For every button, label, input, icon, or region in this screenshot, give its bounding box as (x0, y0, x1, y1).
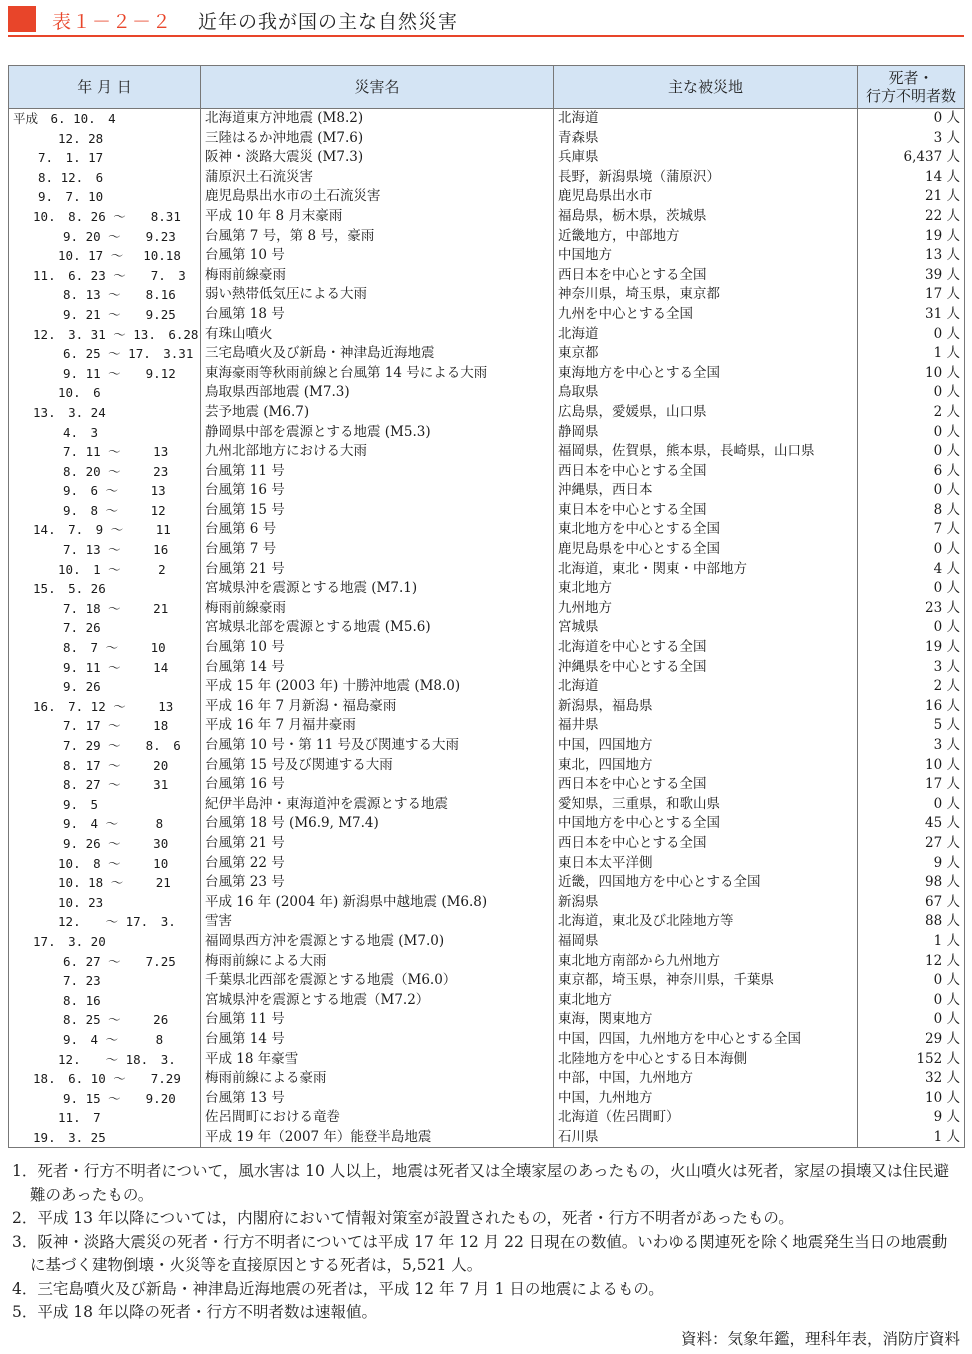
disaster-name-cell: 阪神・淡路大震災 (M7.3) (201, 148, 554, 168)
date-cell: 6. 27 ～ 7.25 (9, 952, 201, 972)
table-row (9, 285, 965, 305)
casualties-cell: 10 人 (858, 756, 965, 776)
disaster-name-cell: 台風第 10 号 (201, 246, 554, 266)
affected-area-cell: 沖縄県，西日本 (554, 481, 858, 501)
disaster-name-cell: 台風第 7 号，第 8 号，豪雨 (201, 227, 554, 247)
disaster-name-cell: 九州北部地方における大雨 (201, 442, 554, 462)
table-row (9, 756, 965, 776)
date-cell: 7. 13 ～ 16 (9, 540, 201, 560)
affected-area-cell: 静岡県 (554, 423, 858, 443)
date-cell: 7. 17 ～ 18 (9, 716, 201, 736)
date-cell: 8. 16 (9, 991, 201, 1011)
casualties-cell: 14 人 (858, 168, 965, 188)
date-cell: 9. 5 (9, 795, 201, 815)
disaster-name-cell: 宮城県沖を震源とする地震 (M7.1) (201, 579, 554, 599)
affected-area-cell: 福岡県 (554, 932, 858, 952)
casualties-cell: 2 人 (858, 677, 965, 697)
affected-area-cell: 北海道 (554, 109, 858, 129)
date-cell: 17. 3. 20 (9, 932, 201, 952)
casualties-cell: 67 人 (858, 893, 965, 913)
casualties-cell: 98 人 (858, 873, 965, 893)
col-header-date: 年 月 日 (9, 66, 201, 109)
table-row (9, 501, 965, 521)
casualties-cell: 0 人 (858, 383, 965, 403)
affected-area-cell: 東日本太平洋側 (554, 854, 858, 874)
casualties-cell: 12 人 (858, 952, 965, 972)
affected-area-cell: 兵庫県 (554, 148, 858, 168)
table-row (9, 736, 965, 756)
disaster-name-cell: 梅雨前線による大雨 (201, 952, 554, 972)
col-header-disaster: 災害名 (201, 66, 554, 109)
affected-area-cell: 西日本を中心とする全国 (554, 775, 858, 795)
disaster-name-cell: 台風第 21 号 (201, 560, 554, 580)
date-cell: 9. 7. 10 (9, 187, 201, 207)
table-row (9, 814, 965, 834)
date-cell: 平成 6. 10. 4 (9, 109, 201, 129)
col-header-casualties-line1: 死者・ (888, 69, 934, 87)
casualties-cell: 9 人 (858, 1108, 965, 1128)
casualties-cell: 0 人 (858, 481, 965, 501)
affected-area-cell: 広島県，愛媛県，山口県 (554, 403, 858, 423)
casualties-cell: 16 人 (858, 697, 965, 717)
affected-area-cell: 近畿地方，中部地方 (554, 227, 858, 247)
table-row (9, 462, 965, 482)
table-header-row (9, 66, 965, 109)
casualties-cell: 13 人 (858, 246, 965, 266)
affected-area-cell: 東海地方を中心とする全国 (554, 364, 858, 384)
casualties-cell: 0 人 (858, 423, 965, 443)
affected-area-cell: 石川県 (554, 1128, 858, 1148)
date-cell: 8. 27 ～ 31 (9, 775, 201, 795)
note-1: 1．死者・行方不明者について，風水害は 10 人以上，地震は死者又は全壊家屋のあったもの，火山噴火は死者，家屋の損壊又は住民避難のあったもの。 (12, 1162, 950, 1204)
table-row (9, 187, 965, 207)
table-row (9, 638, 965, 658)
casualties-cell: 31 人 (858, 305, 965, 325)
casualties-cell: 5 人 (858, 716, 965, 736)
disaster-name-cell: 台風第 10 号・第 11 号及び関連する大雨 (201, 736, 554, 756)
date-cell: 11. 7 (9, 1108, 201, 1128)
table-row (9, 697, 965, 717)
table-row (9, 579, 965, 599)
disaster-name-cell: 芸予地震 (M6.7) (201, 403, 554, 423)
affected-area-cell: 九州を中心とする全国 (554, 305, 858, 325)
date-cell: 16. 7. 12 ～ 13 (9, 697, 201, 717)
disaster-name-cell: 台風第 6 号 (201, 520, 554, 540)
disaster-name-cell: 三陸はるか沖地震 (M7.6) (201, 129, 554, 149)
affected-area-cell: 近畿，四国地方を中心とする全国 (554, 873, 858, 893)
affected-area-cell: 神奈川県，埼玉県，東京都 (554, 285, 858, 305)
affected-area-cell: 東北，四国地方 (554, 756, 858, 776)
date-cell: 8. 17 ～ 20 (9, 756, 201, 776)
table-row (9, 364, 965, 384)
date-cell: 9. 26 ～ 30 (9, 834, 201, 854)
disaster-name-cell: 三宅島噴火及び新島・神津島近海地震 (201, 344, 554, 364)
casualties-cell: 17 人 (858, 775, 965, 795)
disaster-name-cell: 宮城県沖を震源とする地震（M7.2） (201, 991, 554, 1011)
table-row (9, 129, 965, 149)
col-header-casualties-line2: 行方不明者数 (865, 87, 956, 105)
affected-area-cell: 東海，関東地方 (554, 1010, 858, 1030)
note-5: 5．平成 18 年以降の死者・行方不明者数は速報値。 (12, 1303, 377, 1321)
disaster-name-cell: 梅雨前線による豪雨 (201, 1069, 554, 1089)
casualties-cell: 3 人 (858, 658, 965, 678)
date-cell: 8. 20 ～ 23 (9, 462, 201, 482)
affected-area-cell: 東京都，埼玉県，神奈川県，千葉県 (554, 971, 858, 991)
affected-area-cell: 中国，九州地方 (554, 1089, 858, 1109)
date-cell: 8. 12. 6 (9, 168, 201, 188)
date-cell: 9. 20 ～ 9.23 (9, 227, 201, 247)
date-cell: 9. 11 ～ 9.12 (9, 364, 201, 384)
date-cell: 19. 3. 25 (9, 1128, 201, 1148)
source-credit: 資料：気象年鑑，理科年表，消防庁資料 (680, 1330, 960, 1348)
casualties-cell: 1 人 (858, 932, 965, 952)
date-cell: 8. 7 ～ 10 (9, 638, 201, 658)
casualties-cell: 22 人 (858, 207, 965, 227)
disaster-name-cell: 台風第 13 号 (201, 1089, 554, 1109)
table-row (9, 834, 965, 854)
disaster-name-cell: 台風第 22 号 (201, 854, 554, 874)
table-row (9, 520, 965, 540)
casualties-cell: 10 人 (858, 1089, 965, 1109)
table-row (9, 971, 965, 991)
table-row (9, 383, 965, 403)
disaster-name-cell: 平成 18 年豪雪 (201, 1050, 554, 1070)
disaster-name-cell: 台風第 15 号及び関連する大雨 (201, 756, 554, 776)
casualties-cell: 9 人 (858, 854, 965, 874)
affected-area-cell: 愛知県，三重県，和歌山県 (554, 795, 858, 815)
disaster-name-cell: 梅雨前線豪雨 (201, 599, 554, 619)
affected-area-cell: 北海道，東北及び北陸地方等 (554, 912, 858, 932)
casualties-cell: 3 人 (858, 129, 965, 149)
note-2: 2．平成 13 年以降については，内閣府において情報対策室が設置されたもの，死者・行方不明者があったもの。 (12, 1209, 794, 1227)
table-row (9, 305, 965, 325)
table-row (9, 932, 965, 952)
disaster-name-cell: 梅雨前線豪雨 (201, 266, 554, 286)
date-cell: 7. 1. 17 (9, 148, 201, 168)
date-cell: 9. 26 (9, 677, 201, 697)
disaster-name-cell: 佐呂間町における竜巻 (201, 1108, 554, 1128)
affected-area-cell: 北海道 (554, 325, 858, 345)
disaster-name-cell: 台風第 14 号 (201, 1030, 554, 1050)
casualties-cell: 0 人 (858, 618, 965, 638)
affected-area-cell: 新潟県，福島県 (554, 697, 858, 717)
disaster-name-cell: 宮城県北部を震源とする地震 (M5.6) (201, 618, 554, 638)
table-row (9, 795, 965, 815)
date-cell: 4. 3 (9, 423, 201, 443)
disaster-name-cell: 平成 16 年 (2004 年) 新潟県中越地震 (M6.8) (201, 893, 554, 913)
date-cell: 7. 29 ～ 8. 6 (9, 736, 201, 756)
affected-area-cell: 中国，四国地方 (554, 736, 858, 756)
table-row (9, 168, 965, 188)
affected-area-cell: 西日本を中心とする全国 (554, 834, 858, 854)
casualties-cell: 4 人 (858, 560, 965, 580)
casualties-cell: 29 人 (858, 1030, 965, 1050)
casualties-cell: 3 人 (858, 736, 965, 756)
disaster-name-cell: 台風第 18 号 (M6.9, M7.4) (201, 814, 554, 834)
disaster-name-cell: 静岡県中部を震源とする地震 (M5.3) (201, 423, 554, 443)
table-row (9, 246, 965, 266)
disaster-name-cell: 台風第 16 号 (201, 775, 554, 795)
table-row (9, 207, 965, 227)
date-cell: 10. 1 ～ 2 (9, 560, 201, 580)
date-cell: 12. 28 (9, 129, 201, 149)
casualties-cell: 8 人 (858, 501, 965, 521)
disaster-name-cell: 雪害 (201, 912, 554, 932)
date-cell: 12. ～ 18. 3. (9, 1050, 201, 1070)
disaster-name-cell: 有珠山噴火 (201, 325, 554, 345)
affected-area-cell: 北海道を中心とする全国 (554, 638, 858, 658)
table-row (9, 716, 965, 736)
casualties-cell: 6 人 (858, 462, 965, 482)
disaster-name-cell: 平成 16 年 7 月新潟・福島豪雨 (201, 697, 554, 717)
table-row (9, 873, 965, 893)
date-cell: 15. 5. 26 (9, 579, 201, 599)
table-row (9, 1128, 965, 1148)
affected-area-cell: 西日本を中心とする全国 (554, 266, 858, 286)
casualties-cell: 0 人 (858, 795, 965, 815)
header-rule (8, 35, 964, 37)
disaster-name-cell: 台風第 11 号 (201, 1010, 554, 1030)
disaster-name-cell: 台風第 14 号 (201, 658, 554, 678)
table-row (9, 618, 965, 638)
date-cell: 10. 8 ～ 10 (9, 854, 201, 874)
affected-area-cell: 東北地方 (554, 579, 858, 599)
date-cell: 9. 4 ～ 8 (9, 1030, 201, 1050)
affected-area-cell: 東日本を中心とする全国 (554, 501, 858, 521)
disaster-name-cell: 平成 16 年 7 月福井豪雨 (201, 716, 554, 736)
col-header-area: 主な被災地 (554, 66, 858, 109)
date-cell: 9. 15 ～ 9.20 (9, 1089, 201, 1109)
note-4: 4．三宅島噴火及び新島・神津島近海地震の死者は，平成 12 年 7 月 1 日の地震によるもの。 (12, 1279, 664, 1298)
disaster-name-cell: 東海豪雨等秋雨前線と台風第 14 号による大雨 (201, 364, 554, 384)
table-row (9, 1010, 965, 1030)
casualties-cell: 1 人 (858, 344, 965, 364)
table-title: 近年の我が国の主な自然災害 (198, 11, 459, 33)
casualties-cell: 0 人 (858, 540, 965, 560)
affected-area-cell: 北海道（佐呂間町） (554, 1108, 858, 1128)
casualties-cell: 0 人 (858, 991, 965, 1011)
table-row (9, 227, 965, 247)
affected-area-cell: 東北地方を中心とする全国 (554, 520, 858, 540)
date-cell: 7. 26 (9, 618, 201, 638)
date-cell: 12. 3. 31 ～ 13. 6.28 (9, 325, 201, 345)
table-row (9, 912, 965, 932)
affected-area-cell: 中国，四国，九州地方を中心とする全国 (554, 1030, 858, 1050)
date-cell: 9. 11 ～ 14 (9, 658, 201, 678)
affected-area-cell: 青森県 (554, 129, 858, 149)
disaster-name-cell: 平成 15 年 (2003 年) 十勝沖地震 (M8.0) (201, 677, 554, 697)
table-row (9, 775, 965, 795)
disaster-name-cell: 鹿児島県出水市の土石流災害 (201, 187, 554, 207)
disaster-name-cell: 台風第 11 号 (201, 462, 554, 482)
affected-area-cell: 東北地方 (554, 991, 858, 1011)
casualties-cell: 21 人 (858, 187, 965, 207)
casualties-cell: 45 人 (858, 814, 965, 834)
disaster-name-cell: 紀伊半島沖・東海道沖を震源とする地震 (201, 795, 554, 815)
casualties-cell: 17 人 (858, 285, 965, 305)
table-row (9, 893, 965, 913)
date-cell: 8. 13 ～ 8.16 (9, 285, 201, 305)
affected-area-cell: 北陸地方を中心とする日本海側 (554, 1050, 858, 1070)
affected-area-cell: 北海道，東北・関東・中部地方 (554, 560, 858, 580)
casualties-cell: 39 人 (858, 266, 965, 286)
casualties-cell: 0 人 (858, 971, 965, 991)
table-row (9, 658, 965, 678)
affected-area-cell: 福井県 (554, 716, 858, 736)
table-header (8, 4, 964, 34)
note-3: 3．阪神・淡路大震災の死者・行方不明者については平成 17 年 12 月 22 日現在の数値。いわゆる関連死を除く地震発生当日の地震動に基づく建物倒壊・火災等を直接原因とする死者は，5,521 人。 (12, 1232, 948, 1274)
table-row (9, 1050, 965, 1070)
casualties-cell: 0 人 (858, 325, 965, 345)
notes (12, 1160, 962, 1325)
disaster-name-cell: 弱い熱帯低気圧による大雨 (201, 285, 554, 305)
casualties-cell: 10 人 (858, 364, 965, 384)
table-row (9, 1030, 965, 1050)
table-row (9, 854, 965, 874)
date-cell: 7. 11 ～ 13 (9, 442, 201, 462)
table-row (9, 952, 965, 972)
disaster-table (8, 65, 965, 1148)
disaster-name-cell: 台風第 21 号 (201, 834, 554, 854)
table-row (9, 481, 965, 501)
casualties-cell: 0 人 (858, 109, 965, 129)
table-row (9, 148, 965, 168)
table-row (9, 1069, 965, 1089)
casualties-cell: 19 人 (858, 227, 965, 247)
disaster-name-cell: 鳥取県西部地震 (M7.3) (201, 383, 554, 403)
table-row (9, 540, 965, 560)
casualties-cell: 23 人 (858, 599, 965, 619)
disaster-name-cell: 台風第 15 号 (201, 501, 554, 521)
date-cell: 14. 7. 9 ～ 11 (9, 520, 201, 540)
affected-area-cell: 新潟県 (554, 893, 858, 913)
affected-area-cell: 福岡県，佐賀県，熊本県，長崎県，山口県 (554, 442, 858, 462)
table-row (9, 1108, 965, 1128)
date-cell: 10. 17 ～ 10.18 (9, 246, 201, 266)
date-cell: 9. 21 ～ 9.25 (9, 305, 201, 325)
affected-area-cell: 九州地方 (554, 599, 858, 619)
casualties-cell: 0 人 (858, 442, 965, 462)
affected-area-cell: 中部，中国，九州地方 (554, 1069, 858, 1089)
casualties-cell: 7 人 (858, 520, 965, 540)
date-cell: 6. 25 ～ 17. 3.31 (9, 344, 201, 364)
casualties-cell: 6,437 人 (858, 148, 965, 168)
affected-area-cell: 沖縄県を中心とする全国 (554, 658, 858, 678)
date-cell: 8. 25 ～ 26 (9, 1010, 201, 1030)
casualties-cell: 2 人 (858, 403, 965, 423)
disaster-name-cell: 平成 19 年（2007 年）能登半島地震 (201, 1128, 554, 1148)
disaster-name-cell: 北海道東方沖地震 (M8.2) (201, 109, 554, 129)
table-body (9, 109, 965, 1148)
affected-area-cell: 東北地方南部から九州地方 (554, 952, 858, 972)
casualties-cell: 0 人 (858, 579, 965, 599)
table-row (9, 403, 965, 423)
affected-area-cell: 鹿児島県を中心とする全国 (554, 540, 858, 560)
affected-area-cell: 東京都 (554, 344, 858, 364)
table-row (9, 266, 965, 286)
date-cell: 7. 18 ～ 21 (9, 599, 201, 619)
date-cell: 10. 18 ～ 21 (9, 873, 201, 893)
affected-area-cell: 中国地方 (554, 246, 858, 266)
date-cell: 10. 6 (9, 383, 201, 403)
disaster-name-cell: 蒲原沢土石流災害 (201, 168, 554, 188)
affected-area-cell: 宮城県 (554, 618, 858, 638)
affected-area-cell: 西日本を中心とする全国 (554, 462, 858, 482)
disaster-name-cell: 千葉県北西部を震源とする地震（M6.0） (201, 971, 554, 991)
disaster-name-cell: 台風第 18 号 (201, 305, 554, 325)
table-row (9, 1089, 965, 1109)
disaster-name-cell: 平成 10 年 8 月末豪雨 (201, 207, 554, 227)
table-row (9, 599, 965, 619)
table-row (9, 344, 965, 364)
date-cell: 12. ～ 17. 3. (9, 912, 201, 932)
disaster-name-cell: 福岡県西方沖を震源とする地震 (M7.0) (201, 932, 554, 952)
casualties-cell: 19 人 (858, 638, 965, 658)
disaster-name-cell: 台風第 7 号 (201, 540, 554, 560)
date-cell: 7. 23 (9, 971, 201, 991)
disaster-name-cell: 台風第 23 号 (201, 873, 554, 893)
table-row (9, 109, 965, 129)
casualties-cell: 152 人 (858, 1050, 965, 1070)
date-cell: 10. 23 (9, 893, 201, 913)
date-cell: 13. 3. 24 (9, 403, 201, 423)
section-marker (8, 6, 36, 32)
affected-area-cell: 鹿児島県出水市 (554, 187, 858, 207)
affected-area-cell: 北海道 (554, 677, 858, 697)
affected-area-cell: 中国地方を中心とする全国 (554, 814, 858, 834)
affected-area-cell: 鳥取県 (554, 383, 858, 403)
table-row (9, 423, 965, 443)
table-row (9, 991, 965, 1011)
casualties-cell: 1 人 (858, 1128, 965, 1148)
table-row (9, 325, 965, 345)
date-cell: 11. 6. 23 ～ 7. 3 (9, 266, 201, 286)
casualties-cell: 32 人 (858, 1069, 965, 1089)
date-cell: 9. 4 ～ 8 (9, 814, 201, 834)
date-cell: 18. 6. 10 ～ 7.29 (9, 1069, 201, 1089)
date-cell: 9. 6 ～ 13 (9, 481, 201, 501)
date-cell: 9. 8 ～ 12 (9, 501, 201, 521)
date-cell: 10. 8. 26 ～ 8.31 (9, 207, 201, 227)
disaster-name-cell: 台風第 10 号 (201, 638, 554, 658)
col-header-casualties (858, 66, 965, 109)
casualties-cell: 0 人 (858, 1010, 965, 1030)
affected-area-cell: 長野，新潟県境（蒲原沢） (554, 168, 858, 188)
casualties-cell: 88 人 (858, 912, 965, 932)
table-number: 表１－２－２ (52, 11, 173, 33)
casualties-cell: 27 人 (858, 834, 965, 854)
table-row (9, 560, 965, 580)
table-row (9, 442, 965, 462)
affected-area-cell: 福島県，栃木県，茨城県 (554, 207, 858, 227)
table-row (9, 677, 965, 697)
disaster-name-cell: 台風第 16 号 (201, 481, 554, 501)
